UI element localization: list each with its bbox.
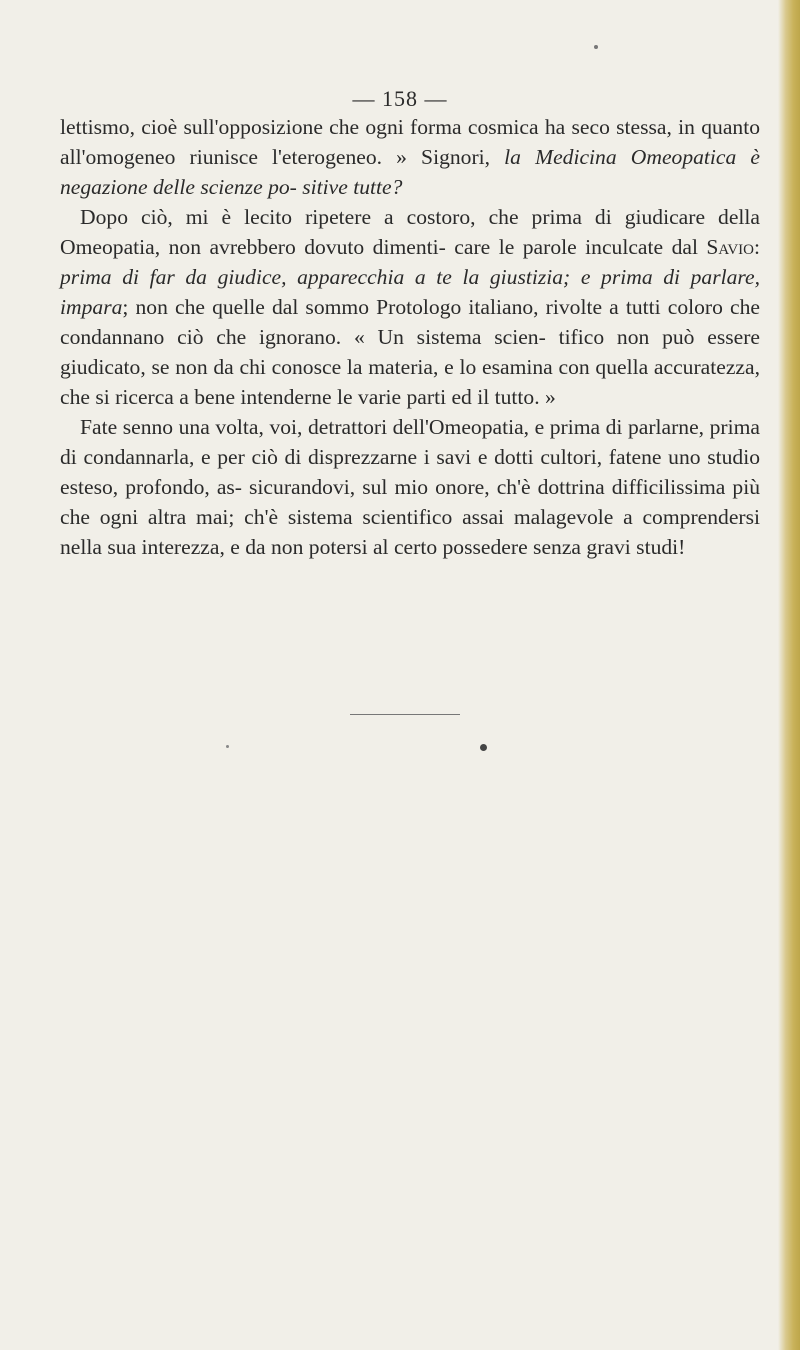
- section-divider: [350, 714, 460, 715]
- paragraph-1-text: lettismo, cioè sull'opposizione che ogni forma cosmica ha seco stessa, in quanto all'omogeneo riunisce l'eterogeneo. » Signori,: [60, 115, 760, 169]
- paragraph-2: [60, 202, 760, 412]
- body-text: [60, 112, 760, 562]
- paragraph-2-text-c: ; non che quelle dal sommo Protologo italiano, rivolte a tutti coloro che condannano ciò che ignorano. « Un sistema scien- tifico non può essere giudicato, se non da chi conosce la materia, e lo esamina con quella accuratezza, che si ricerca a bene intenderne le varie parti ed il tutto. »: [60, 295, 760, 409]
- ink-blot: [480, 744, 487, 751]
- paper-speck: [594, 45, 598, 49]
- paragraph-1: [60, 112, 760, 202]
- paragraph-2-smallcaps: Savio: [706, 235, 754, 259]
- paragraph-3-text: Fate senno una volta, voi, detrattori dell'Omeopatia, e prima di parlarne, prima di condannarla, e per ciò di disprezzarne i savi e dotti cultori, fatene uno studio esteso, profondo, as- sicurandovi, sul mio onore, ch'è dottrina difficilissima più che ogni altra mai; ch'è sistema scientifico assai malagevole a comprendersi nella sua interezza, e da non potersi al certo possedere senza gravi studi!: [60, 415, 760, 559]
- paper-speck: [226, 745, 229, 748]
- paragraph-2-italic: prima di far da giudice, apparecchia a te la giustizia; e prima di parlare, impara: [60, 265, 760, 319]
- paragraph-1-italic: la Medicina Omeopatica è negazione delle scienze po- sitive tutte?: [60, 145, 760, 199]
- page-edge-tint: [778, 0, 800, 1350]
- paragraph-2-text-a: Dopo ciò, mi è lecito ripetere a costoro, che prima di giudicare della Omeopatia, non avrebbero dovuto dimenti- care le parole inculcate dal: [60, 205, 760, 259]
- page-number: — 158 —: [352, 86, 448, 111]
- paragraph-2-text-b: :: [754, 235, 760, 259]
- paragraph-3: [60, 412, 760, 562]
